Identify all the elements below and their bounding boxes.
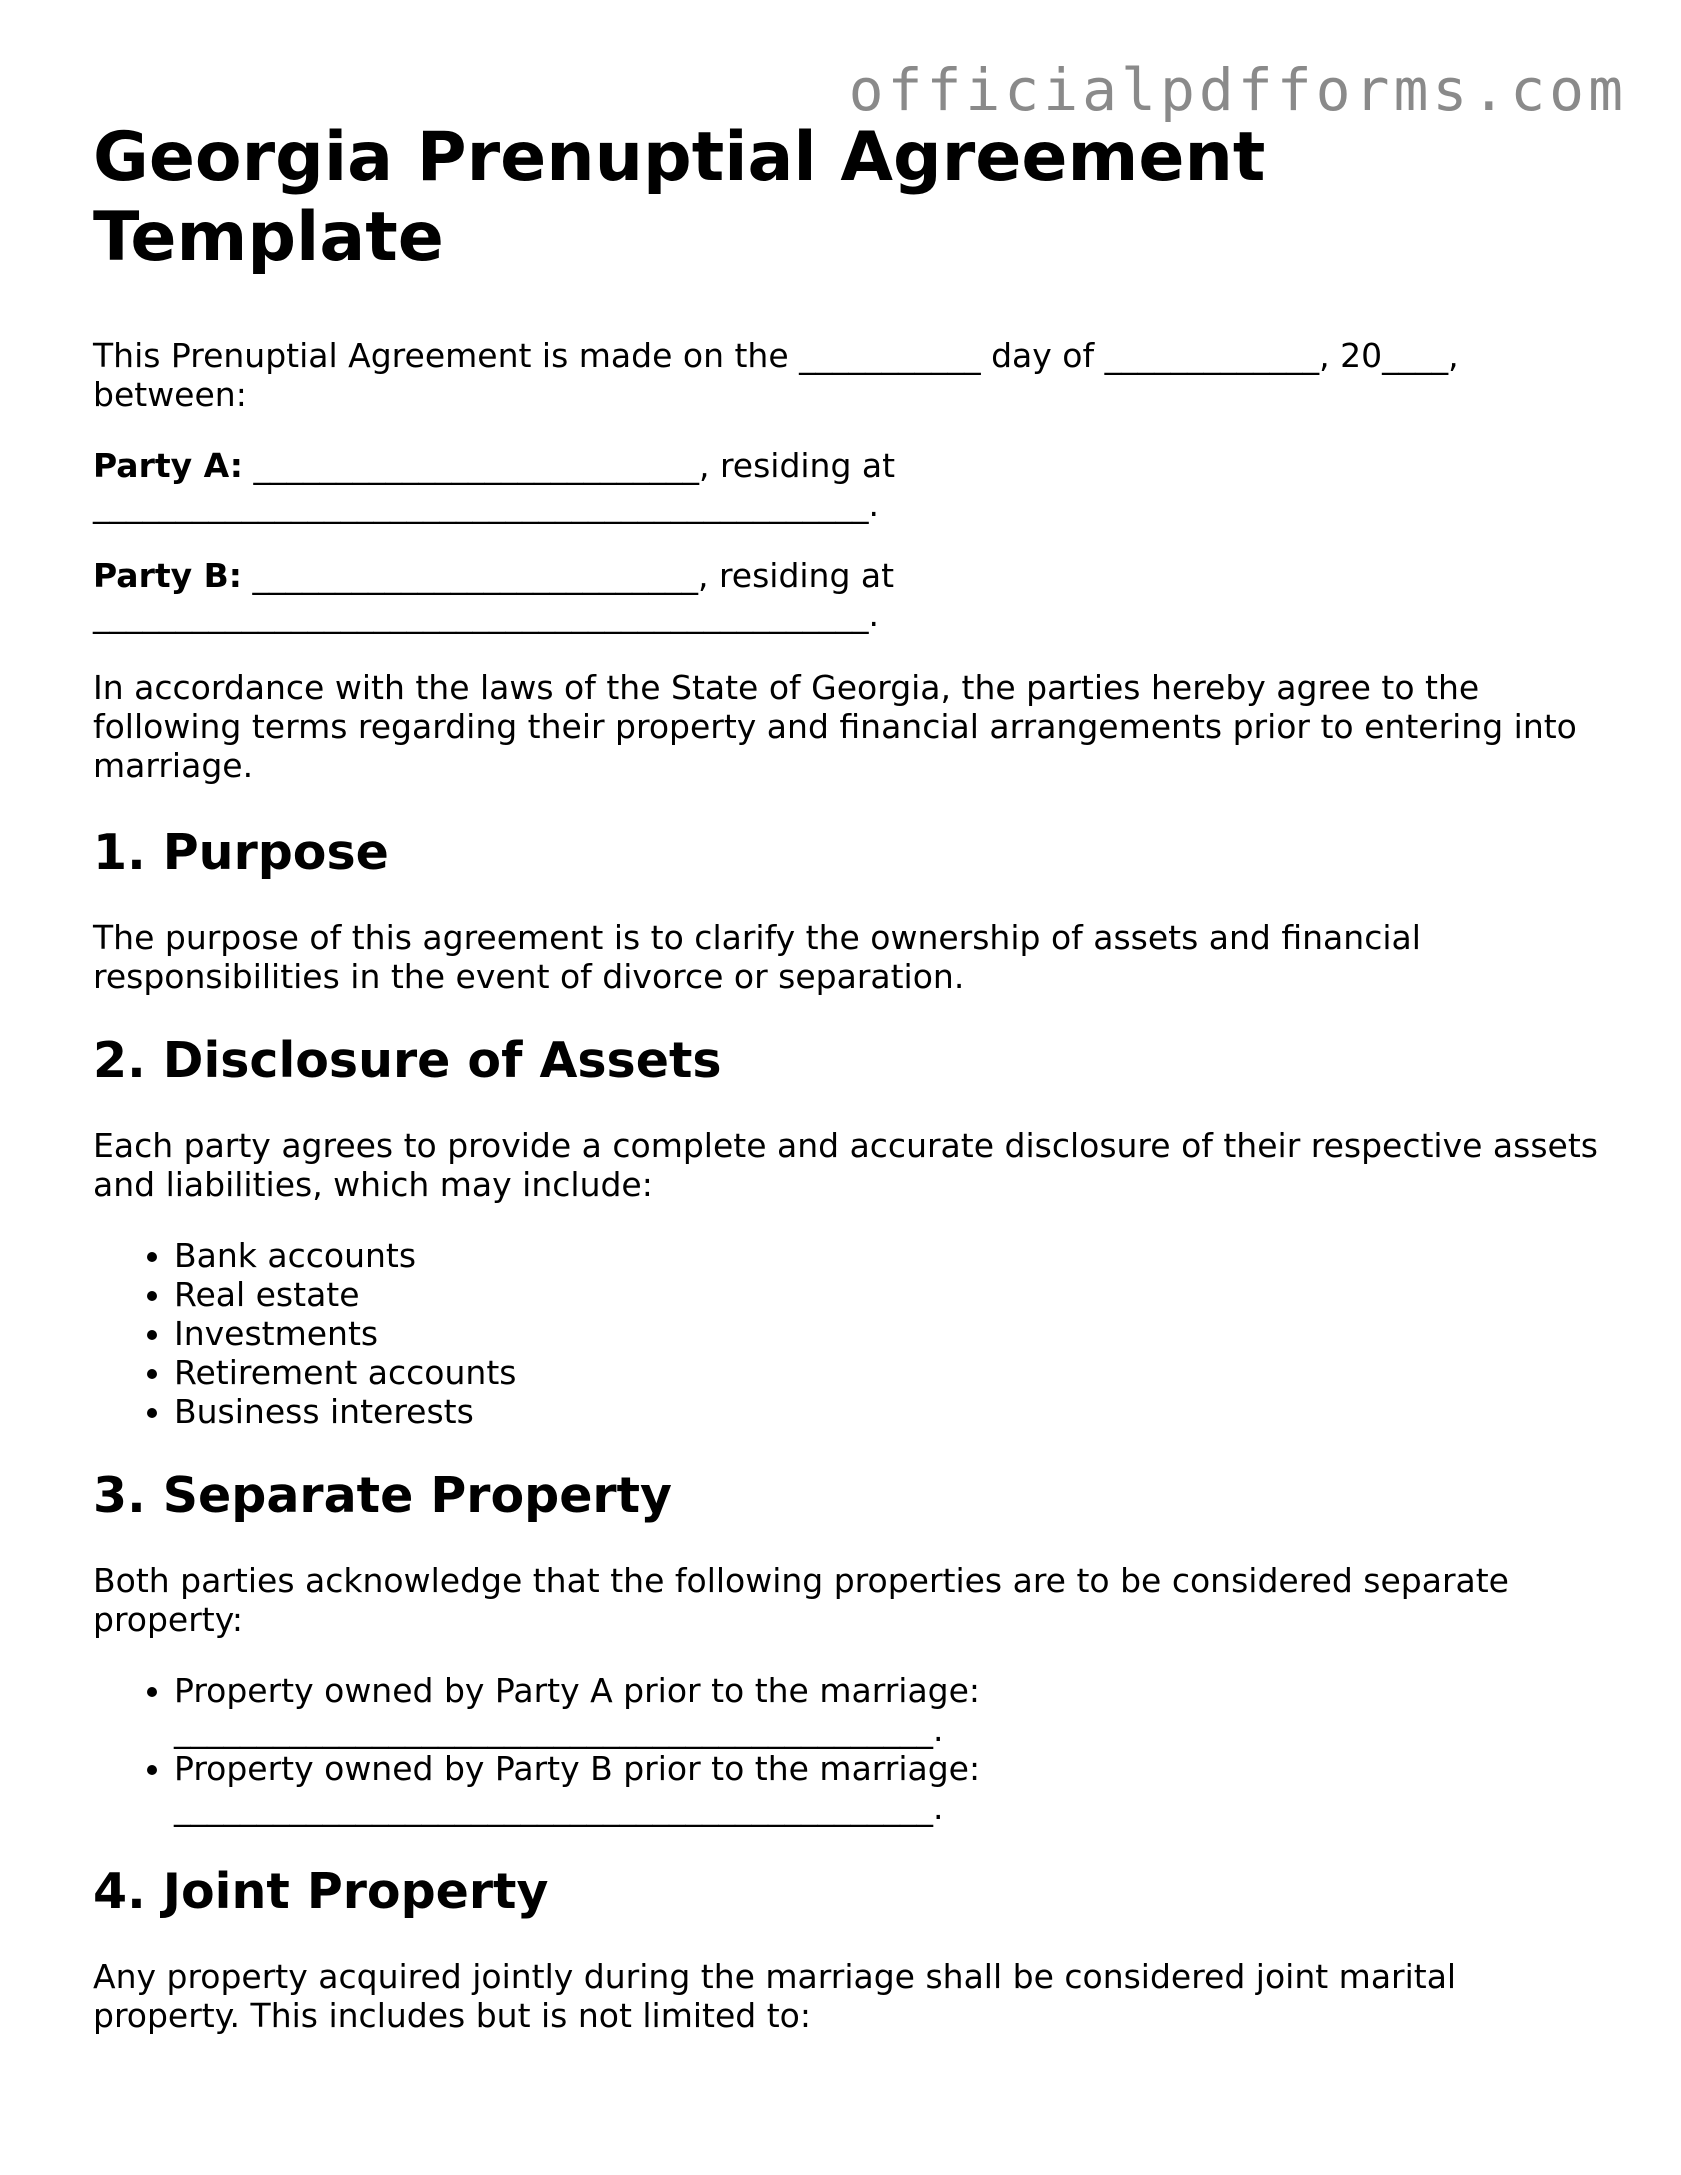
list-item: • Real estate [174, 1275, 1613, 1314]
list-item: • Business interests [174, 1392, 1613, 1431]
list-item: • Investments [174, 1314, 1613, 1353]
party-a-blank: ___________________________, residing at _______________________________________________. [93, 446, 896, 524]
lead-paragraph: In accordance with the laws of the State of Georgia, the parties hereby agree to the following terms regarding their property and financial arrangements prior to entering into marriage. [93, 668, 1577, 785]
section-disclosure-text: Each party agrees to provide a complete and accurate disclosure of their respective assets and liabilities, which may include: [93, 1126, 1598, 1204]
asset-list [93, 1236, 1613, 1431]
party-b-line [93, 556, 993, 634]
list-item: • Retirement accounts [174, 1353, 1613, 1392]
intro-paragraph: This Prenuptial Agreement is made on the ___________ day of _____________, 20____, between: [93, 336, 1459, 414]
section-separate-property-text: Both parties acknowledge that the following properties are to be considered separate property: [93, 1561, 1509, 1639]
section-purpose-text: The purpose of this agreement is to clarify the ownership of assets and financial responsibilities in the event of divorce or separation. [93, 918, 1421, 996]
document-page [93, 118, 1613, 2035]
list-item: • Bank accounts [174, 1236, 1613, 1275]
party-a-line [93, 446, 993, 524]
separate-property-list [93, 1671, 1104, 1827]
section-joint-property-text: Any property acquired jointly during the marriage shall be considered joint marital property. This includes but is not limited to: [93, 1957, 1457, 2035]
document-title: Georgia Prenuptial Agreement Template [93, 118, 1266, 277]
section-disclosure-heading: 2. Disclosure of Assets [93, 1032, 722, 1089]
section-joint-property-heading: 4. Joint Property [93, 1863, 549, 1920]
party-a-label: Party A: [93, 446, 243, 485]
party-b-label: Party B: [93, 556, 242, 595]
party-b-blank: ___________________________, residing at _______________________________________________. [93, 556, 895, 634]
list-item: • Property owned by Party A prior to the marriage: ______________________________________________. [174, 1671, 1104, 1749]
list-item: • Property owned by Party B prior to the marriage: ______________________________________________. [174, 1749, 1104, 1827]
section-purpose-heading: 1. Purpose [93, 824, 389, 881]
watermark: officialpdfforms.com [848, 56, 1627, 124]
section-separate-property-heading: 3. Separate Property [93, 1467, 672, 1524]
